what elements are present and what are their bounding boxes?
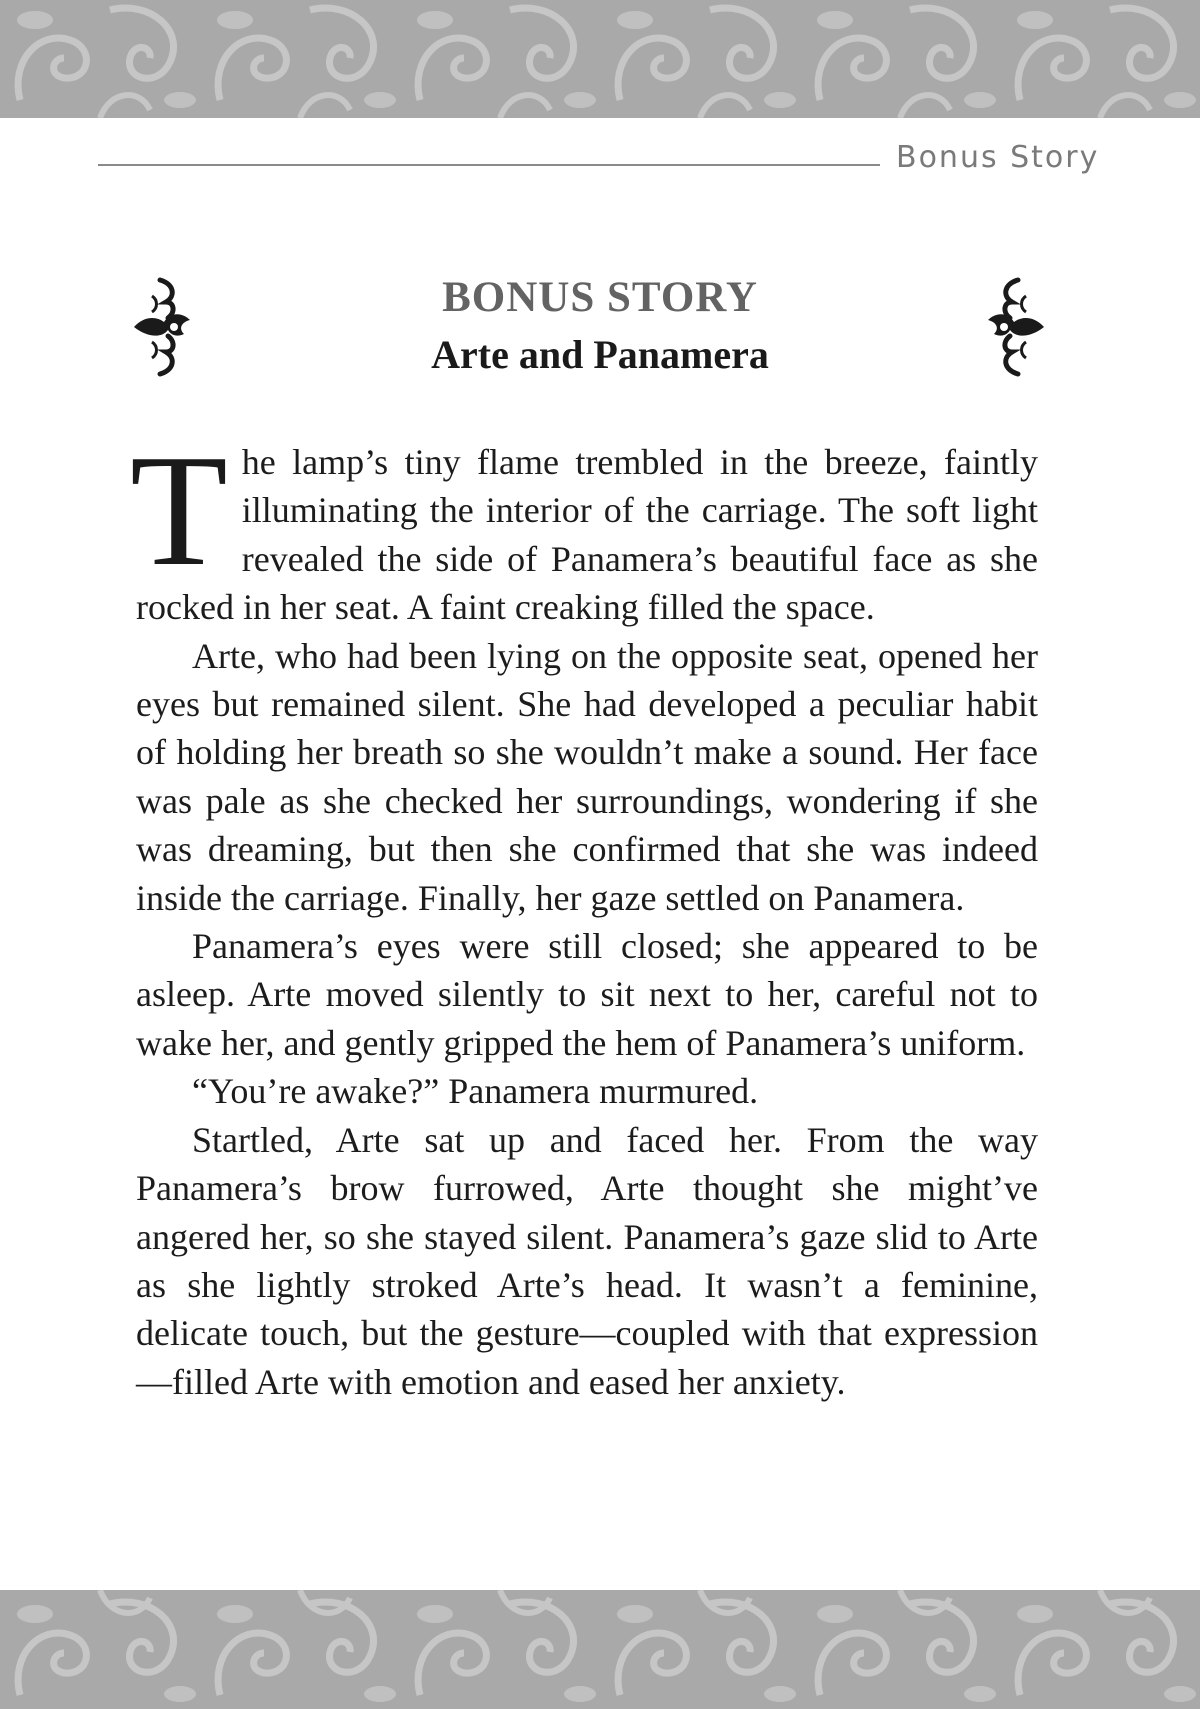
first-paragraph-text: he lamp’s tiny flame trembled in the breeze, faintly illuminating the interior of the carriage. The soft light revealed the side of Panamera’s beautiful face as she rocked in her seat. A faint creaking filled the space. — [136, 442, 1038, 628]
fleuron-ornament-icon — [978, 272, 1048, 382]
body-paragraph — [130, 421, 1038, 632]
body-paragraph: Startled, Arte sat up and faced her. From the way Panamera’s brow furrowed, Arte thought she might’ve angered her, so she stayed silent. Panamera’s gaze slid to Arte as she lightly stroked Arte’s head. It wasn’t a feminine, delicate touch, but the gesture—coupled with that expression—filled Arte with emotion and eased her anxiety. — [136, 1119, 1038, 1402]
story-title: Arte and Panamera — [431, 332, 769, 377]
body-paragraph: Panamera’s eyes were still closed; she appeared to be asleep. Arte moved silently to sit next to her, careful not to wake her, and gently gripped the hem of Panamera’s uniform. — [136, 926, 1038, 1063]
running-head: Bonus Story — [896, 140, 1100, 175]
fleuron-ornament-icon — [130, 272, 200, 382]
story-body — [130, 421, 1038, 1406]
top-decorative-band — [0, 0, 1200, 118]
damask-pattern-icon — [0, 0, 1200, 118]
running-head-rule — [98, 164, 880, 166]
body-paragraph: “You’re awake?” Panamera murmured. — [192, 1071, 759, 1112]
story-kicker: BONUS STORY — [442, 274, 758, 321]
drop-cap: T — [130, 421, 228, 599]
body-paragraph: Arte, who had been lying on the opposite seat, opened her eyes but remained silent. She had developed a peculiar habit of holding her breath so she wouldn’t make a sound. Her face was pale as she checked her surroundings, wondering if she was dreaming, but then she confirmed that she was indeed inside the carriage. Finally, her gaze settled on Panamera. — [136, 635, 1038, 918]
bottom-decorative-band — [0, 1590, 1200, 1709]
damask-pattern-icon — [0, 1590, 1200, 1709]
